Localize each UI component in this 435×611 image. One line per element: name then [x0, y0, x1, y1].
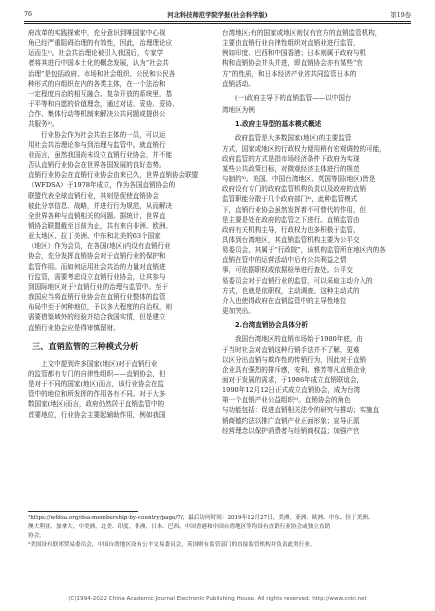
text-line: 府改革的实践探索中，充分意识到唯国家中心视	[28, 29, 166, 37]
volume-label: 第19卷	[390, 11, 411, 19]
text-line: 1990年12月12日正式成立直销协会，成为台湾	[222, 386, 361, 395]
running-header	[24, 8, 411, 20]
text-line: 政府有关机构主导，行政权力也多积极于监管，	[222, 225, 360, 234]
text-line: 我国台湾地区的直销市场始于1980年底，由	[235, 335, 363, 344]
copyright-notice: (C)1994-2022 China Academic Journal Electronic Publishing House. All rights reserved. http://www.cnki.net	[68, 596, 367, 602]
text-line: 亚太地区、拉丁美洲、中东和北美的63个国家	[28, 232, 161, 241]
text-line: 于平等和自愿的价值理念，通过对话、妥协、妥协、	[28, 100, 179, 109]
text-line: 易委员会，其属于“行政院”，该机构监管所在地区内的各	[222, 246, 386, 255]
text-line: 是主要是处在政府的监管之下进行。直销监管由	[222, 215, 360, 224]
text-line: 到国际地区对于¹直销行业的治理与监管中。至于	[28, 282, 169, 291]
text-line: 具体到台湾地区，其直销监管机构主要为公平交	[222, 235, 360, 244]
right-paragraph-1	[222, 28, 404, 89]
text-line: 管中的地位和所发挥的作用各有不同。对于大多	[28, 390, 166, 399]
footnote-rule	[28, 511, 138, 512]
text-line: 全世界各种与直销相关的问题。据统计，世界直	[28, 211, 166, 220]
footnote-line: 澳大利亚、加拿大、中美洲、北美、印度、非洲、日本、巴西、中国香港和中国台湾地区等均设有直销行业协会或独立直销	[28, 524, 331, 531]
text-line: 方式，也就是依职权，主动调查、这种主动式的	[222, 286, 360, 295]
text-line: 者将其进行中国本土化的概念发展，认为“社会共	[28, 59, 169, 68]
text-line: 构和直销协会并头并进，即直销协会亦有某些“官	[222, 59, 363, 68]
text-line: 直销行业协会在直销行业协会由来已久，世界直销协会联盟	[28, 171, 199, 180]
left-paragraph-1	[28, 28, 210, 130]
text-line: 数国家(地区)而言，政府仍然居于直销监管中的	[28, 400, 165, 409]
text-line: 例如印度、巴西和中国香港；日本则属于政府与机	[222, 49, 367, 58]
subsubsection-heading-2: 2.台湾直销协会具体分析	[235, 321, 309, 330]
text-line: 政府监管是大多数国家(地区)的主要监管	[235, 134, 352, 143]
text-line: 监管作用。而如何运用社会共治的力量对直销进	[28, 262, 166, 271]
text-line: 第一个直销产业公益组织⁵⁾。直销协会的角色	[222, 396, 351, 405]
page-number: 76	[24, 10, 33, 18]
text-line: 政府设有专门的政府监管机构负责以及政府的直销	[222, 185, 367, 194]
text-line: 用社会共治理论参与到治理与监管中。就直销行	[28, 140, 166, 149]
section-heading: 三、直销监管的三种模式分析	[32, 340, 139, 351]
text-line: 介入也使得政府在直销监管中的主导性地位	[222, 296, 347, 305]
right-paragraph-3	[222, 334, 404, 436]
text-line: 直销活动。	[222, 79, 255, 88]
text-line: 政府监管的方式是指市场经济条件下政府为实现	[222, 154, 360, 163]
text-line: 台湾地区;有的国家或地区则仅有官方的直销监管机构，	[222, 29, 382, 37]
text-line: 布局中至于何种地位，予以多大程度的自治权，则	[28, 303, 173, 312]
text-line: 监管职能分散于几个政府部门⁴⁾，此种监管模式	[222, 195, 358, 204]
text-line: 行业协会作为社会共治主体的一员，可以运	[41, 130, 166, 139]
text-line: 上文中提到许多国家(地区)对于直销行业	[41, 359, 158, 368]
text-line: 的监管都有专门的自律性组织——直销协会，但	[28, 370, 166, 378]
footnote-line: ²美国设有联邦贸易委员会，中国台湾地区设有公平交易委员会，英国则有监管部门的直接监管机构并负责此类行业。	[28, 542, 316, 549]
left-paragraph-2	[28, 130, 210, 333]
text-line: 彼此分享信息、战略，并进行行为规范，从而解决	[28, 201, 173, 210]
text-line: 一定程度自治的相互融合、复杂开放的系统里，基	[28, 89, 173, 98]
text-line: 面对于发展的需求，于1986年成立直销联谊会，	[222, 376, 364, 384]
text-line: 与功能包括：促进直销相关法令的研究与推动；实施直	[222, 406, 380, 415]
text-line: 种形式的自组织在内的各类主体，在一个法治和	[28, 79, 166, 88]
text-line: 于当时社会对直销这种行销手法并不了解，更难	[222, 345, 360, 354]
text-line: 某些公共政策目标，对微观经济主体进行的规范	[222, 164, 360, 173]
text-line: 我国应当将直销行业协会在直销行业整体的监管	[28, 293, 166, 302]
text-line: 共服务²⁾。	[28, 120, 59, 129]
text-line: 需要借鉴域外的经验并结合我国实情，但是建立	[28, 313, 166, 322]
text-line: 合作、集体行动等机制来解决公共问题或提供公	[28, 110, 166, 119]
text-line: 事，可依据职权或依据检举进行查处。公平交	[222, 266, 353, 275]
text-line: 业而言，虽然我国尚未设立直销行业协会，并不能	[28, 150, 173, 159]
text-line: 销协会联盟截至目前为止，共有来自非洲、欧洲、	[28, 221, 173, 230]
text-line: 直销在管中的运营活动中后有公共利益之情	[222, 256, 347, 265]
footnote-line: 协会。	[28, 533, 45, 540]
subsection-heading-cont: 湾地区为例	[222, 106, 255, 115]
text-line: 与制约³⁾。美国、中国台湾地区、英国等国(地区)皆是	[222, 175, 376, 184]
text-line: 经营理念以保护消费者与经销商权益；加强产官	[222, 426, 360, 435]
right-column	[222, 28, 404, 436]
text-line: 以区分出直销与欺诈性的传销行为，因此对于直销	[222, 355, 367, 364]
text-line: 首要地位，行业协会主要起辅助作用，例如我国	[28, 410, 166, 419]
right-paragraph-2	[222, 133, 404, 316]
text-line: 直销行业协会应是得审慎留财。	[28, 323, 120, 332]
footnote-line: ¹https://wfdsa.org/dsa-membership-by-country/page/7/，最后访问时间：2019年12月27日，美洲、亚洲、欧洲、中东、拉丁美洲、	[28, 515, 374, 521]
journal-title: 河北科技师范学院学报(社会科学版)	[167, 11, 268, 19]
text-line: 否认直销行业协会在世界各国发展的良好态势。	[28, 161, 166, 170]
text-line: 治理”是包括政府、市场和社会组织、公民和公民各	[28, 69, 176, 78]
text-line: 联盟代表全球直销行业，其则是促使直销协会	[28, 191, 159, 200]
text-line: 下，直销行业协会虽然发挥着不可替代的作用，但	[222, 205, 367, 214]
text-line: （地区）作为会员，在各国(地区)内设有直销行业	[28, 242, 171, 251]
text-line: 更加突出。	[222, 307, 255, 316]
text-line: 是对于不同的国家(地区)而言，该行业协会在监	[28, 380, 165, 389]
text-line: 协会，充分发挥直销协会对于直销行业的保护和	[28, 252, 166, 261]
text-line: 行监管，需要考虑设立直销行业协会，让其参与	[28, 272, 166, 281]
subsubsection-heading-1: 1.政府主导型的基本模式概述	[235, 120, 322, 129]
left-column	[28, 28, 210, 420]
text-line: 方式，国家或地区的行政权力便用稍有宏观调控的可能，	[222, 144, 386, 153]
header-rule-thin	[24, 23, 411, 24]
left-paragraph-3	[28, 359, 210, 420]
text-line: 销商德约法以推广直销产业正面形象；宣导正派	[222, 416, 360, 425]
text-line: 易委员会对于直销行业的监管，可以采取主动介入的	[222, 276, 373, 285]
text-line: 企业具有强烈的排斥感，安利、雅芳等凡直销企业	[222, 365, 367, 374]
text-line: 角已经严重阻碍治理的有效性，因此，治理理论应	[28, 39, 173, 48]
text-line: （WFDSA）于1978年成立，作为各国直销协会的	[28, 181, 176, 190]
text-line: 方”的性质，和日本经济产业省共同监管日本的	[222, 69, 357, 78]
text-line: 主要由直销行业自律性组织对直销业进行监管，	[222, 39, 360, 48]
footnotes	[28, 514, 404, 550]
header-rule	[24, 21, 411, 22]
text-line: 运而生¹⁾。社会共治理论被引入我国后，专家学	[28, 49, 164, 58]
subsection-heading: (一)政府主导下的直销监管——以中国台	[235, 93, 352, 102]
